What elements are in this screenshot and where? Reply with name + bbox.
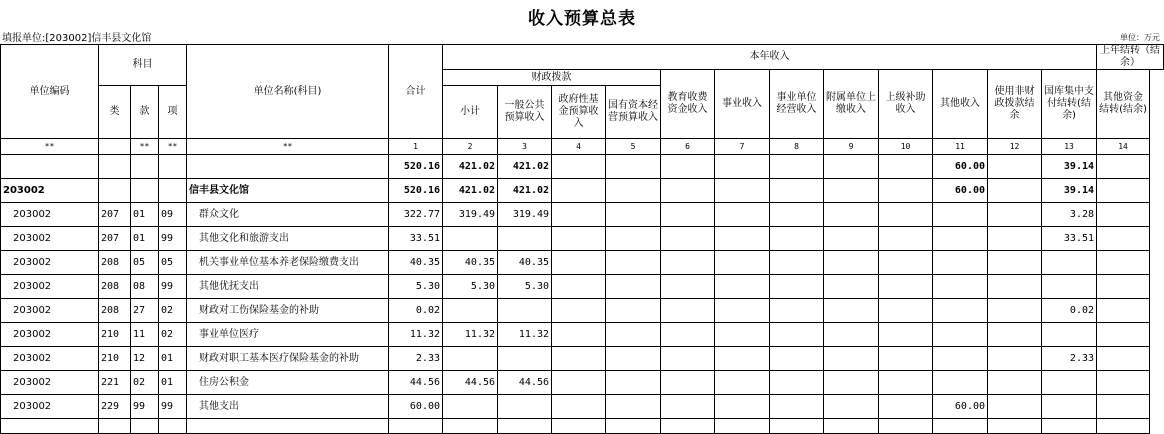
cell-empty [606,419,661,434]
cell-xiang: 99 [159,227,187,251]
cell-code: 203002 [1,347,99,371]
cell-empty [552,179,606,203]
cell-empty [988,227,1042,251]
cell-name: 机关事业单位基本养老保险缴费支出 [187,251,389,275]
cell-empty [715,227,770,251]
cell-total: 60.00 [389,395,443,419]
cell-empty [824,395,879,419]
cell-total: 33.51 [389,227,443,251]
income-budget-table [0,44,1164,434]
cell-empty [715,203,770,227]
cell-empty [988,371,1042,395]
cell-name: 信丰县文化馆 [187,179,389,203]
cell-empty [879,395,933,419]
cell-empty [770,419,824,434]
header-subject: 科目 [99,45,187,86]
cell-empty [715,323,770,347]
cell-empty [715,179,770,203]
cell-code: 203002 [1,395,99,419]
cell-code: 203002 [1,251,99,275]
cell-code: 203002 [1,227,99,251]
cell-empty [606,179,661,203]
cell-empty [770,299,824,323]
cell-empty [879,227,933,251]
cell-total: 2.33 [389,347,443,371]
cell-empty [606,203,661,227]
cell-code: 203002 [1,323,99,347]
cell-general [498,395,552,419]
header-treasury: 国库集中支付结转(结余) [1042,70,1097,139]
cell-empty [770,275,824,299]
cell-empty [879,203,933,227]
cell-xiang [159,155,187,179]
cell-empty [879,275,933,299]
cell-general: 421.02 [498,155,552,179]
table-row [1,323,1164,347]
cell-empty [715,299,770,323]
cell-kuan [131,179,159,203]
cell-lei: 208 [99,299,131,323]
cell-other-income [933,299,988,323]
cell-xiang: 05 [159,251,187,275]
cell-code: 203002 [1,179,99,203]
cell-empty [824,347,879,371]
cell-empty [606,155,661,179]
index-cell: 8 [770,139,824,155]
header-general-budget: 一般公共预算收入 [498,86,552,139]
currency-unit: 单位：万元 [1120,33,1160,42]
cell-subtotal [443,299,498,323]
header-total: 合计 [389,45,443,139]
cell-xiang [159,179,187,203]
cell-kuan: 08 [131,275,159,299]
header-fiscal: 财政拨款 [443,70,661,86]
cell-empty [552,299,606,323]
cell-name: 事业单位医疗 [187,323,389,347]
cell-empty [131,419,159,434]
index-cell: 7 [715,139,770,155]
index-cell: ** [131,139,159,155]
cell-subtotal: 5.30 [443,275,498,299]
cell-lei: 210 [99,347,131,371]
header-lei: 类 [99,86,131,139]
cell-empty [824,419,879,434]
cell-lei: 207 [99,203,131,227]
cell-kuan: 12 [131,347,159,371]
cell-empty [824,251,879,275]
cell-empty [661,275,715,299]
cell-empty [988,251,1042,275]
cell-empty [770,323,824,347]
header-subtotal: 小计 [443,86,498,139]
cell-empty [606,299,661,323]
cell-treasury: 3.28 [1042,203,1097,227]
cell-total: 520.16 [389,155,443,179]
cell-empty [715,251,770,275]
cell-empty [606,395,661,419]
cell-empty [770,179,824,203]
cell-empty [879,323,933,347]
cell-other-income: 60.00 [933,395,988,419]
cell-empty [1097,299,1150,323]
cell-general: 5.30 [498,275,552,299]
cell-lei: 221 [99,371,131,395]
header-business-income: 事业收入 [715,70,770,139]
cell-empty [1097,251,1150,275]
cell-empty [552,323,606,347]
cell-empty [552,227,606,251]
cell-empty [715,395,770,419]
cell-subtotal: 421.02 [443,179,498,203]
cell-kuan: 05 [131,251,159,275]
cell-xiang: 09 [159,203,187,227]
table-row [1,371,1164,395]
cell-empty [606,323,661,347]
cell-other-income [933,323,988,347]
cell-other-income [933,347,988,371]
header-unit-code: 单位编码 [1,45,99,139]
cell-empty [661,203,715,227]
cell-empty [606,347,661,371]
cell-empty [661,347,715,371]
cell-code: 203002 [1,203,99,227]
cell-empty [552,371,606,395]
header-edu-fee: 教育收费资金收入 [661,70,715,139]
cell-empty [824,323,879,347]
cell-kuan: 01 [131,227,159,251]
cell-other-income [933,371,988,395]
cell-total: 5.30 [389,275,443,299]
reporting-unit: 填报单位:[203002]信丰县文化馆 [2,33,152,44]
cell-empty [99,419,131,434]
cell-empty [988,155,1042,179]
cell-lei: 207 [99,227,131,251]
table-row [1,227,1164,251]
cell-kuan: 02 [131,371,159,395]
cell-empty [824,275,879,299]
cell-other-income: 60.00 [933,155,988,179]
cell-empty [933,419,988,434]
cell-name [187,155,389,179]
cell-empty [159,419,187,434]
cell-empty [879,371,933,395]
cell-general: 421.02 [498,179,552,203]
index-cell: 14 [1097,139,1150,155]
cell-treasury: 0.02 [1042,299,1097,323]
cell-empty [498,419,552,434]
table-row-blank [1,419,1164,434]
page-title: 收入预算总表 [528,9,636,29]
cell-empty [988,299,1042,323]
cell-empty [552,347,606,371]
cell-empty [824,155,879,179]
header-current-income: 本年收入 [443,45,1097,70]
cell-subtotal [443,347,498,371]
cell-empty [988,203,1042,227]
cell-subtotal [443,395,498,419]
index-cell: 1 [389,139,443,155]
cell-empty [661,371,715,395]
cell-empty [661,155,715,179]
cell-empty [879,251,933,275]
cell-other-income [933,275,988,299]
cell-empty [770,395,824,419]
cell-empty [606,371,661,395]
cell-empty [1097,395,1150,419]
table-row [1,275,1164,299]
cell-subtotal: 319.49 [443,203,498,227]
cell-xiang: 01 [159,371,187,395]
index-cell: 11 [933,139,988,155]
cell-treasury [1042,371,1097,395]
cell-kuan: 99 [131,395,159,419]
cell-empty [661,299,715,323]
cell-total: 520.16 [389,179,443,203]
cell-empty [879,155,933,179]
cell-lei: 208 [99,251,131,275]
cell-general [498,347,552,371]
header-xiang: 项 [159,86,187,139]
cell-empty [879,419,933,434]
cell-name: 财政对职工基本医疗保险基金的补助 [187,347,389,371]
cell-empty [389,419,443,434]
cell-subtotal: 40.35 [443,251,498,275]
index-cell: 9 [824,139,879,155]
cell-lei [99,155,131,179]
cell-empty [552,251,606,275]
cell-code: 203002 [1,371,99,395]
cell-subtotal [443,227,498,251]
cell-empty [988,395,1042,419]
cell-general: 11.32 [498,323,552,347]
index-cell: 12 [988,139,1042,155]
cell-lei: 208 [99,275,131,299]
cell-empty [1,419,99,434]
cell-empty [443,419,498,434]
cell-empty [824,179,879,203]
cell-other-income: 60.00 [933,179,988,203]
cell-empty [715,347,770,371]
table-row [1,251,1164,275]
index-cell: 2 [443,139,498,155]
cell-empty [715,371,770,395]
header-gov-fund: 政府性基金预算收入 [552,86,606,139]
cell-empty [770,371,824,395]
cell-empty [661,419,715,434]
cell-treasury: 33.51 [1042,227,1097,251]
cell-name: 其他支出 [187,395,389,419]
header-other-income: 其他收入 [933,70,988,139]
header-state-capital: 国有资本经营预算收入 [606,86,661,139]
cell-empty [661,323,715,347]
cell-empty [824,299,879,323]
cell-empty [879,179,933,203]
cell-name: 其他文化和旅游支出 [187,227,389,251]
cell-lei: 229 [99,395,131,419]
cell-treasury: 39.14 [1042,155,1097,179]
cell-subtotal: 44.56 [443,371,498,395]
cell-kuan: 27 [131,299,159,323]
cell-empty [879,299,933,323]
cell-xiang: 99 [159,275,187,299]
table-row-grand-total [1,155,1164,179]
cell-other-income [933,251,988,275]
table-row [1,299,1164,323]
cell-empty [1097,419,1150,434]
cell-treasury [1042,251,1097,275]
cell-treasury [1042,323,1097,347]
cell-kuan: 01 [131,203,159,227]
cell-name: 财政对工伤保险基金的补助 [187,299,389,323]
cell-xiang: 02 [159,299,187,323]
cell-general [498,299,552,323]
index-cell: 3 [498,139,552,155]
index-cell: 5 [606,139,661,155]
index-cell: 4 [552,139,606,155]
index-cell: ** [187,139,389,155]
cell-empty [1097,323,1150,347]
header-non-fiscal-balance: 使用非财政拨款结余 [988,70,1042,139]
cell-empty [552,155,606,179]
cell-empty [661,179,715,203]
cell-empty [824,371,879,395]
cell-subtotal: 11.32 [443,323,498,347]
cell-total: 0.02 [389,299,443,323]
cell-empty [988,419,1042,434]
cell-total: 322.77 [389,203,443,227]
cell-empty [988,347,1042,371]
cell-empty [879,347,933,371]
cell-empty [606,251,661,275]
cell-empty [770,251,824,275]
cell-treasury [1042,395,1097,419]
cell-empty [552,275,606,299]
cell-empty [988,275,1042,299]
cell-empty [552,203,606,227]
cell-name: 其他优抚支出 [187,275,389,299]
cell-name: 群众文化 [187,203,389,227]
cell-subtotal: 421.02 [443,155,498,179]
cell-empty [770,203,824,227]
cell-general: 44.56 [498,371,552,395]
header-other-funds: 其他资金结转(结余) [1097,70,1150,139]
cell-xiang: 01 [159,347,187,371]
cell-empty [1097,155,1150,179]
cell-empty [552,395,606,419]
cell-total: 11.32 [389,323,443,347]
cell-xiang: 02 [159,323,187,347]
cell-empty [552,419,606,434]
cell-empty [606,275,661,299]
header-unit-name: 单位名称(科目) [187,45,389,139]
index-cell: 6 [661,139,715,155]
cell-empty [1042,419,1097,434]
cell-lei [99,179,131,203]
cell-treasury [1042,275,1097,299]
cell-empty [606,227,661,251]
cell-treasury: 39.14 [1042,179,1097,203]
table-row [1,347,1164,371]
cell-empty [770,227,824,251]
cell-kuan: 11 [131,323,159,347]
index-cell [99,139,131,155]
cell-empty [1097,347,1150,371]
cell-treasury: 2.33 [1042,347,1097,371]
index-cell: ** [159,139,187,155]
header-affiliated: 附属单位上缴收入 [824,70,879,139]
cell-empty [1097,203,1150,227]
cell-empty [187,419,389,434]
cell-empty [715,419,770,434]
table-row-unit [1,179,1164,203]
index-cell: 13 [1042,139,1097,155]
index-row [1,139,1164,155]
cell-empty [715,275,770,299]
cell-empty [988,179,1042,203]
cell-other-income [933,227,988,251]
index-cell: 10 [879,139,933,155]
cell-empty [770,347,824,371]
cell-code [1,155,99,179]
header-prior-carryover: 上年结转（结余） [1097,45,1164,70]
cell-other-income [933,203,988,227]
cell-empty [1097,275,1150,299]
cell-total: 44.56 [389,371,443,395]
cell-empty [661,227,715,251]
cell-empty [661,395,715,419]
cell-code: 203002 [1,275,99,299]
cell-general: 319.49 [498,203,552,227]
cell-empty [661,251,715,275]
cell-code: 203002 [1,299,99,323]
header-kuan: 款 [131,86,159,139]
cell-empty [715,155,770,179]
cell-empty [1097,371,1150,395]
header-operating-income: 事业单位经营收入 [770,70,824,139]
cell-empty [824,203,879,227]
cell-lei: 210 [99,323,131,347]
index-cell: ** [1,139,99,155]
cell-general [498,227,552,251]
cell-general: 40.35 [498,251,552,275]
header-superior-subsidy: 上级补助收入 [879,70,933,139]
cell-empty [770,155,824,179]
cell-empty [1097,179,1150,203]
cell-empty [988,323,1042,347]
table-row [1,203,1164,227]
cell-total: 40.35 [389,251,443,275]
cell-empty [824,227,879,251]
cell-empty [1097,227,1150,251]
table-row [1,395,1164,419]
cell-xiang: 99 [159,395,187,419]
cell-name: 住房公积金 [187,371,389,395]
cell-kuan [131,155,159,179]
